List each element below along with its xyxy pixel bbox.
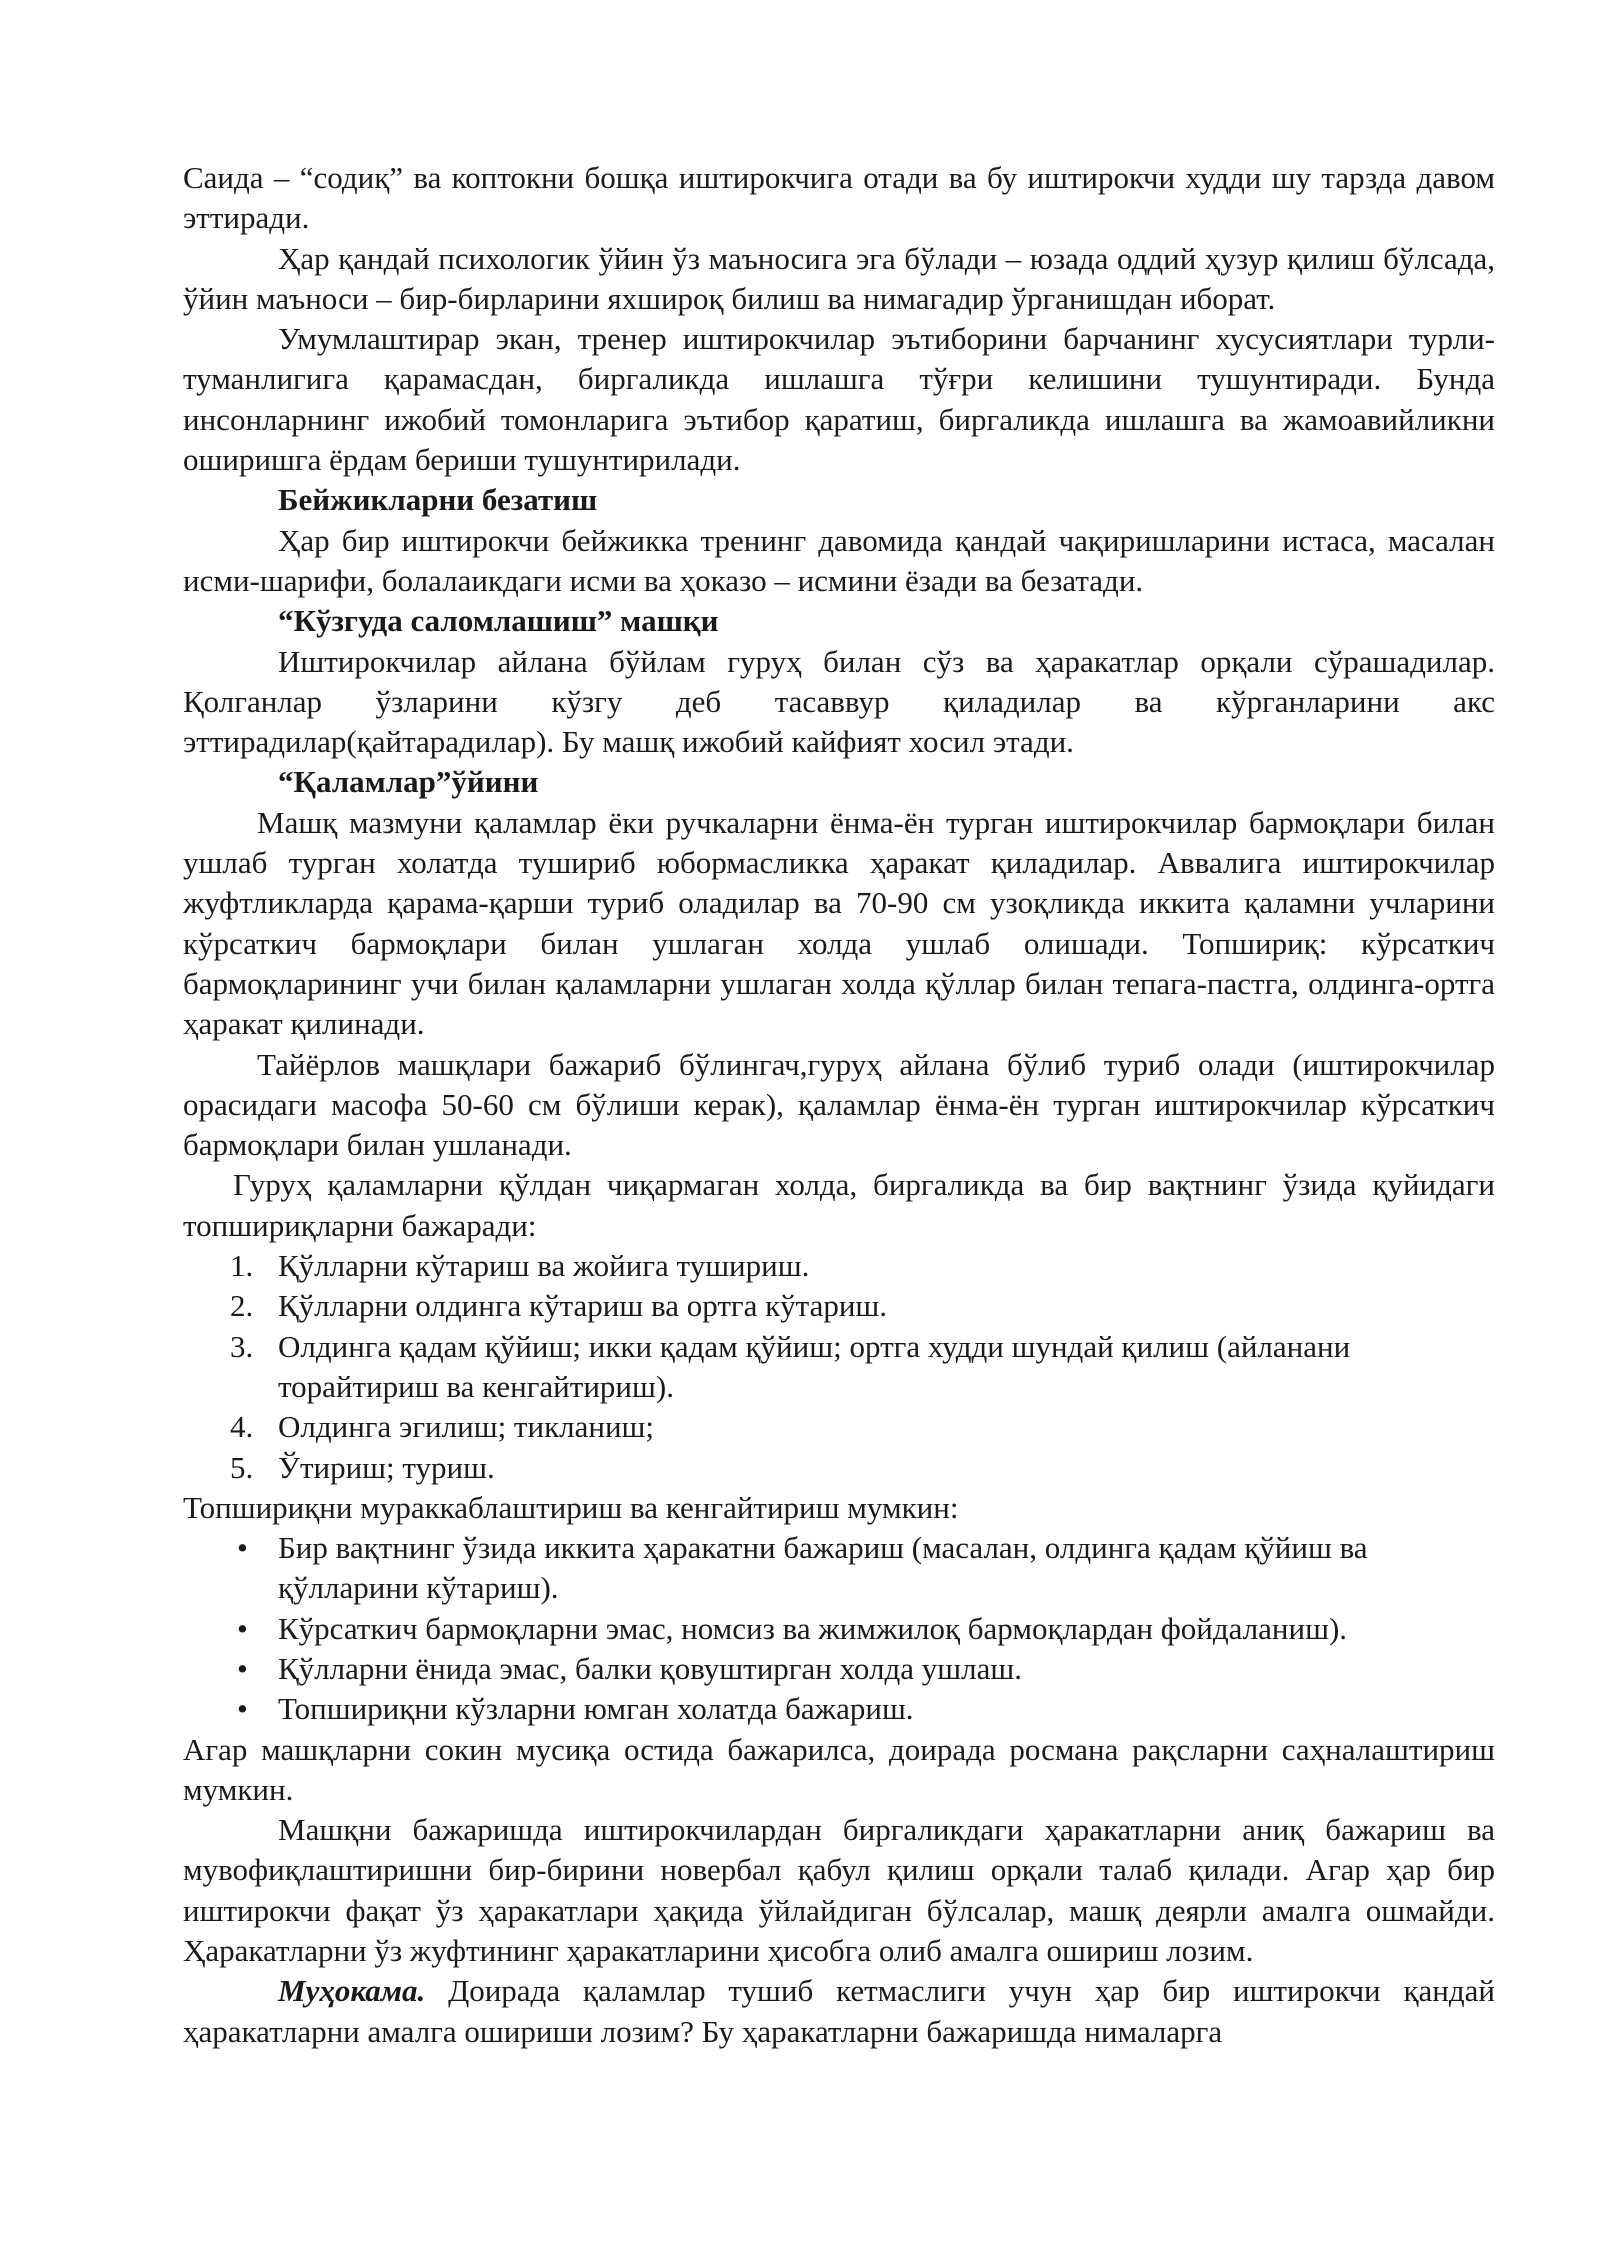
numbered-list [183, 1246, 1495, 1488]
bullet-list-item [183, 1528, 1495, 1609]
list-item-text: Қўлларни ёнида эмас, балки қовуштирган холда ушлаш. [278, 1650, 1022, 1686]
bullet-list-item [183, 1689, 1495, 1729]
numbered-list-item [183, 1286, 1495, 1326]
paragraph-10: Агар машқларни сокин мусиқа остида бажарилса, доирада росмана рақсларни саҳналаштириш мумкин. [183, 1731, 1495, 1807]
discussion-text: Доирада қаламлар тушиб кетмаслиги учун ҳар бир иштирокчи қандай ҳаракатларни амалга ошириши лозим? Бу ҳаракатларни бажаришда нималарга [183, 1973, 1495, 2049]
heading-mirror-greeting: “Кўзгуда саломлашиш” машқи [278, 603, 719, 639]
paragraph-6: Машқ мазмуни қаламлар ёки ручкаларни ёнма-ён турган иштирокчилар бармоқлари билан ушлаб турган холатда тушириб юбормасликка ҳаракат қиладилар. Аввалига иштирокчилар жуфтликларда қарама-қарши туриб оладилар ва 70-90 см узоқликда иккита қаламни учларини кўрсаткич бармоқлари билан ушлаган холда ушлаб олишади. Топшириқ: кўрсаткич бармоқларининг учи билан қаламларни ушлаган холда қўллар билан тепага-пастга, олдинга-ортга ҳаракат қилинади. [183, 804, 1495, 1042]
document-page [183, 158, 1495, 2052]
paragraph-8: Гуруҳ қаламларни қўлдан чиқармаган холда, биргаликда ва бир вақтнинг ўзида қуйидаги топшириқларни бажаради: [183, 1167, 1495, 1243]
list-number: 1. [230, 1248, 254, 1284]
paragraph-12 [183, 1971, 1495, 2052]
heading-pencils-game: “Қаламлар”ўйини [278, 764, 539, 800]
bullet-icon: • [237, 1610, 248, 1646]
paragraph-9: Топшириқни мураккаблаштириш ва кенгайтириш мумкин: [183, 1489, 959, 1525]
list-item-text: Кўрсаткич бармоқларни эмас, номсиз ва жимжилоқ бармоқлардан фойдаланиш). [278, 1610, 1348, 1646]
numbered-list-item [183, 1246, 1495, 1286]
list-item-text: Ўтириш; туриш. [278, 1449, 495, 1485]
paragraph-1: Саида – “содиқ” ва коптокни бошқа иштирокчига отади ва бу иштирокчи худди шу тарзда давом эттиради. [183, 160, 1495, 236]
paragraph-3: Умумлаштирар экан, тренер иштирокчилар эътиборини барчанинг хусусиятлари турли-туманлигига қарамасдан, биргаликда ишлашга тўғри келишини тушунтиради. Бунда инсонларнинг ижобий томонларига эътибор қаратиш, биргаликда ишлашга ва жамоавийликни оширишга ёрдам бериши тушунтирилади. [183, 321, 1495, 478]
bullet-icon: • [237, 1530, 248, 1566]
paragraph-2: Ҳар қандай психологик ўйин ўз маъносига эга бўлади – юзада оддий ҳузур қилиш бўлсада, ўйин маъноси – бир-бирларини яхшироқ билиш ва нимагадир ўрганишдан иборат. [183, 240, 1495, 316]
list-number: 3. [230, 1328, 254, 1364]
paragraph-5: Иштирокчилар айлана бўйлам гуруҳ билан сўз ва ҳаракатлар орқали сўрашадилар. Қолганлар ўзларини кўзгу деб тасаввур қиладилар ва кўрганларини акс эттирадилар(қайтарадилар). Бу машқ ижобий кайфият хосил этади. [183, 643, 1495, 760]
numbered-list-item [183, 1448, 1495, 1488]
list-item-text: Олдинга эгилиш; тикланиш; [278, 1409, 655, 1445]
list-item-text: Олдинга қадам қўйиш; икки қадам қўйиш; ортга худди шундай қилиш (айланани торайтириш ва кенгайтириш). [278, 1328, 1351, 1404]
paragraph-4: Ҳар бир иштирокчи бейжикка тренинг давомида қандай чақиришларини истаса, масалан исми-шарифи, болалаикдаги исми ва ҳоказо – исмини ёзади ва безатади. [183, 522, 1495, 598]
bullet-list [183, 1528, 1495, 1729]
bullet-icon: • [237, 1691, 248, 1727]
paragraph-11: Машқни бажаришда иштирокчилардан биргаликдаги ҳаракатларни аниқ бажариш ва мувофиқлаштиришни бир-бирини новербал қабул қилиш орқали талаб қилади. Агар ҳар бир иштирокчи фақат ўз ҳаракатлари ҳақида ўйлайдиган бўлсалар, машқ деярли амалга ошмайди. Ҳаракатларни ўз жуфтининг ҳаракатларини ҳисобга олиб амалга ошириш лозим. [183, 1812, 1495, 1969]
list-item-text: Қўлларни кўтариш ва жойига тушириш. [278, 1248, 810, 1284]
numbered-list-item [183, 1327, 1495, 1408]
list-item-text: Топшириқни кўзларни юмган холатда бажариш. [278, 1691, 914, 1727]
bullet-list-item [183, 1609, 1495, 1649]
list-item-text: Қўлларни олдинга кўтариш ва ортга кўтариш. [278, 1288, 888, 1324]
list-number: 2. [230, 1288, 254, 1324]
list-number: 5. [230, 1449, 254, 1485]
discussion-label: Муҳокама. [278, 1973, 426, 2009]
paragraph-7: Тайёрлов машқлари бажариб бўлингач,гуруҳ айлана бўлиб туриб олади (иштирокчилар орасидаги масофа 50-60 см бўлиши керак), қаламлар ёнма-ён турган иштирокчилар кўрсаткич бармоқлари билан ушланади. [183, 1046, 1495, 1163]
heading-badges: Бейжикларни безатиш [278, 482, 598, 518]
numbered-list-item [183, 1407, 1495, 1447]
list-number: 4. [230, 1409, 254, 1445]
bullet-list-item [183, 1649, 1495, 1689]
list-item-text: Бир вақтнинг ўзида иккита ҳаракатни бажариш (масалан, олдинга қадам қўйиш ва қўлларини кўтариш). [278, 1530, 1368, 1606]
bullet-icon: • [237, 1650, 248, 1686]
